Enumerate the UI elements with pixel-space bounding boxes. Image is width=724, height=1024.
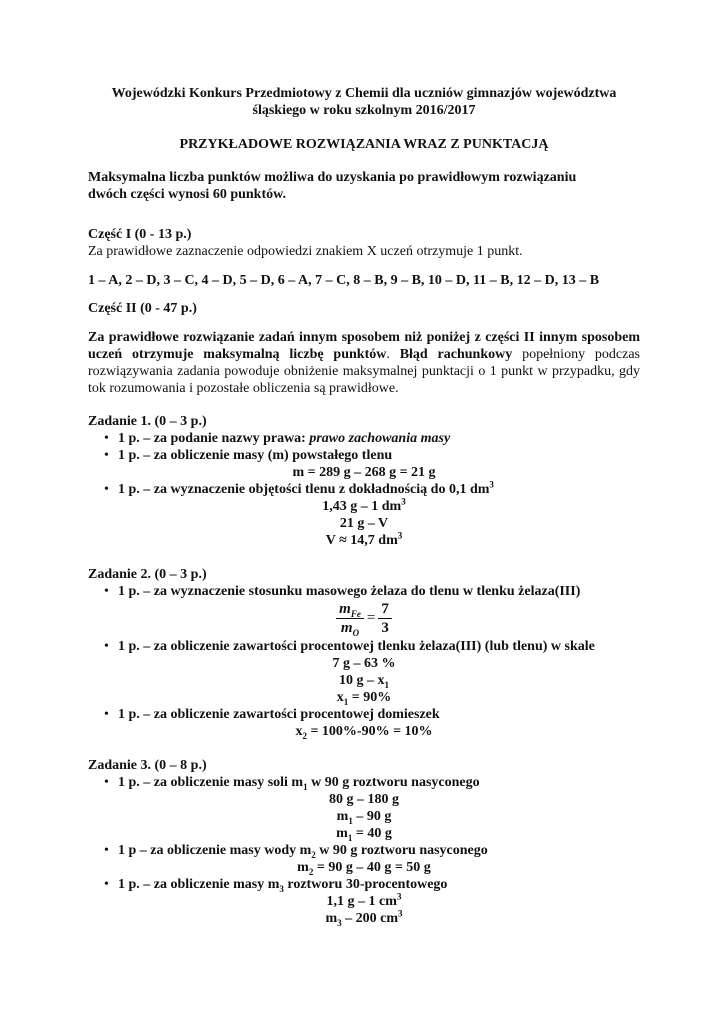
task3-calc-5: 1,1 g – 1 $cm^3$ (326, 891, 402, 909)
task3-calc-6: $m_3 - 200$ $cm^3$ (325, 908, 403, 928)
part1-answers: 1 – A, 2 – D, 3 – C, 4 – D, 5 – D, 6 – A, 7 – C, 8 – B, 9 – B, 10 – D, 11 – B, 12 – D, 13 – B (88, 273, 600, 288)
mass-ratio-fraction: $\frac{m_{Fe}}{m_O}$ (336, 601, 364, 636)
document-page (88, 85, 640, 927)
task3-bullet-1: • 1 p. – za obliczenie masy soli $m_1$ w 90 g roztworu nasyconego (88, 774, 640, 791)
task2-calc-2: 10 g – $x_1$ (339, 673, 389, 690)
task1-calc-1: m = 289 g – 268 g = 21 g (292, 465, 436, 480)
task1-bullet-3: • 1 p. – za wyznaczenie objętości tlenu z dokładnością do 0,1 $dm^3$ (88, 481, 640, 498)
task3-bullet-2: • 1 p – za obliczenie masy wody $m_2$ w 90 g roztworu nasyconego (88, 842, 640, 859)
task2-calc-3: $x_1 = 90\%$ (336, 690, 392, 707)
task1-calc-3: 21 g – V (339, 516, 389, 531)
part2-heading: Część II (0 - 47 p.) (88, 301, 197, 316)
task2-bullet-1: • 1 p. – za wyznaczenie stosunku masowego żelaza do tlenu w tlenku żelaza(III) (88, 583, 640, 600)
task3-calc-3: $m_1 = 40$ g (336, 826, 392, 843)
task3-calc-1: 80 g – 180 g (329, 792, 399, 807)
task2-fraction-equation: $\frac{m_{Fe}}{m_O}$ = $\frac{7}{3}$ (88, 601, 640, 636)
task1-calc-2: 1,43 g – 1 $dm^3$ (322, 496, 406, 514)
document-title: Wojewódzki Konkurs Przedmiotowy z Chemii dla uczniów gimnazjów województwa śląskiego w roku szkolnym 2016/2017 (111, 86, 617, 118)
document-subtitle: PRZYKŁADOWE ROZWIĄZANIA WRAZ Z PUNKTACJĄ (179, 137, 549, 152)
part1-heading: Część I (0 - 13 p.) (88, 227, 192, 242)
task1-bullet-2: • 1 p. – za obliczenie masy (m) powstałego tlenu (88, 447, 640, 464)
task1-calc-4: V ≈ 14,7 $dm^3$ (325, 530, 403, 548)
task1-heading: Zadanie 1. (0 – 3 p.) (88, 414, 207, 429)
part2-rules: Za prawidłowe rozwiązanie zadań innym sposobem niż poniżej z części II innym sposobem uczeń otrzymuje maksymalną liczbę punktów. Błąd rachunkowy popełniony podczas rozwiązywania zadania powoduje obniżenie maksymalnej punktacji o 1 punkt w przypadku, gdy tok rozumowania i pozostałe obliczenia są prawidłowe. (88, 330, 640, 396)
task3-heading: Zadanie 3. (0 – 8 p.) (88, 758, 207, 773)
task3-bullet-3: • 1 p. – za obliczenie masy $m_3$ roztworu 30-procentowego (88, 876, 640, 893)
task2-calc-1: 7 g – 63 % (332, 656, 396, 671)
task2-bullet-2: • 1 p. – za obliczenie zawartości procentowej tlenku żelaza(III) (lub tlenu) w skale (88, 638, 640, 655)
task3-calc-4: $m_2 = 90$ g – 40 g = 50 g (297, 860, 431, 877)
ratio-value-fraction: $\frac{7}{3}$ (378, 601, 392, 636)
task3-calc-2: $m_1 - 90$ g (336, 809, 392, 826)
part1-note: Za prawidłowe zaznaczenie odpowiedzi znakiem X uczeń otrzymuje 1 punkt. (88, 244, 523, 259)
task2-bullet-3: • 1 p. – za obliczenie zawartości procentowej domieszek (88, 706, 640, 723)
task1-bullet-1: • 1 p. – za podanie nazwy prawa: prawo zachowania masy (88, 430, 640, 447)
task2-heading: Zadanie 2. (0 – 3 p.) (88, 567, 207, 582)
task2-calc-4: $x_2 = 100\%-90\% = 10\%$ (295, 724, 433, 741)
intro-paragraph: Maksymalna liczba punktów możliwa do uzyskania po prawidłowym rozwiązaniu dwóch części wynosi 60 punktów. (88, 170, 577, 202)
